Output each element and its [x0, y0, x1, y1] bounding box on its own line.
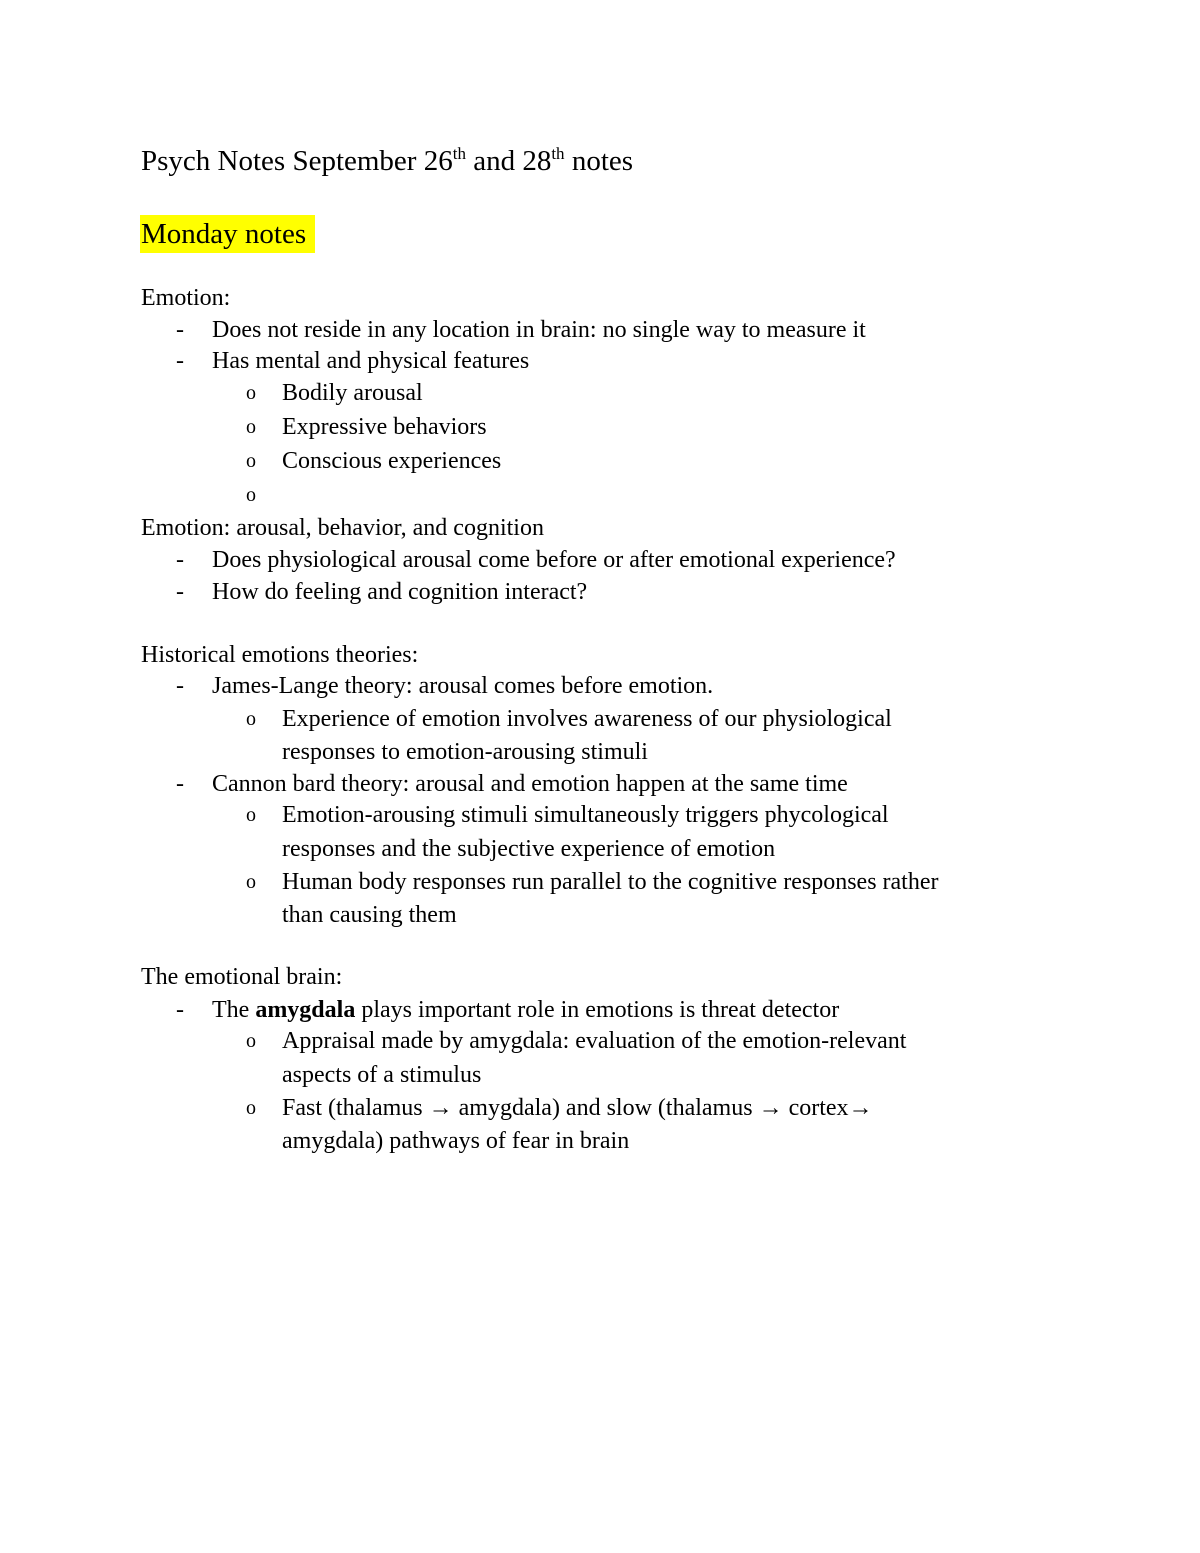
list-item: Does not reside in any location in brain: no single way to measure it [212, 317, 866, 343]
sub-list-item: Emotion-arousing stimuli simultaneously triggers phycological [282, 802, 889, 828]
circle-bullet: o [246, 450, 256, 472]
list-item: Has mental and physical features [212, 348, 530, 374]
sub-list-item: Bodily arousal [282, 380, 423, 406]
sub-list-item-continuation: amygdala) pathways of fear in brain [282, 1128, 630, 1154]
sub-list-item: Fast (thalamus → amygdala) and slow (thalamus → cortex→ [282, 1095, 873, 1121]
list-item: Cannon bard theory: arousal and emotion happen at the same time [212, 771, 848, 797]
section-heading-historical: Historical emotions theories: [141, 642, 419, 668]
section-heading-emotion: Emotion: [141, 285, 231, 311]
circle-bullet: o [246, 484, 256, 506]
circle-bullet: o [246, 708, 256, 730]
dash-bullet: - [176, 348, 184, 374]
sub-list-item: Human body responses run parallel to the cognitive responses rather [282, 869, 939, 895]
monday-notes-highlight: Monday notes [140, 215, 315, 253]
section-heading-arousal: Emotion: arousal, behavior, and cognition [141, 515, 544, 541]
amygdala-bold-term: amygdala [255, 997, 356, 1023]
sub-list-item-continuation: than causing them [282, 902, 457, 928]
dash-bullet: - [176, 317, 184, 343]
circle-bullet: o [246, 1097, 256, 1119]
dash-bullet: - [176, 771, 184, 797]
dash-bullet: - [176, 579, 184, 605]
circle-bullet: o [246, 871, 256, 893]
circle-bullet: o [246, 1030, 256, 1052]
sub-list-item: Expressive behaviors [282, 414, 487, 440]
dash-bullet: - [176, 673, 184, 699]
circle-bullet: o [246, 804, 256, 826]
sub-list-item-continuation: responses to emotion-arousing stimuli [282, 739, 648, 765]
dash-bullet: - [176, 997, 184, 1023]
list-item: The amygdala plays important role in emotions is threat detector [212, 997, 840, 1023]
sub-list-item: Experience of emotion involves awareness of our physiological [282, 706, 892, 732]
sub-list-item: Appraisal made by amygdala: evaluation of the emotion-relevant [282, 1028, 907, 1054]
page-title: Psych Notes September 26th and 28th notes [141, 144, 634, 177]
list-item: How do feeling and cognition interact? [212, 579, 588, 605]
sub-list-item-continuation: responses and the subjective experience of emotion [282, 836, 776, 862]
list-item: Does physiological arousal come before or after emotional experience? [212, 547, 896, 573]
sub-list-item-continuation: aspects of a stimulus [282, 1062, 482, 1088]
dash-bullet: - [176, 547, 184, 573]
circle-bullet: o [246, 382, 256, 404]
circle-bullet: o [246, 416, 256, 438]
list-item: James-Lange theory: arousal comes before emotion. [212, 673, 714, 699]
sub-list-item: Conscious experiences [282, 448, 502, 474]
section-heading-brain: The emotional brain: [141, 964, 343, 990]
